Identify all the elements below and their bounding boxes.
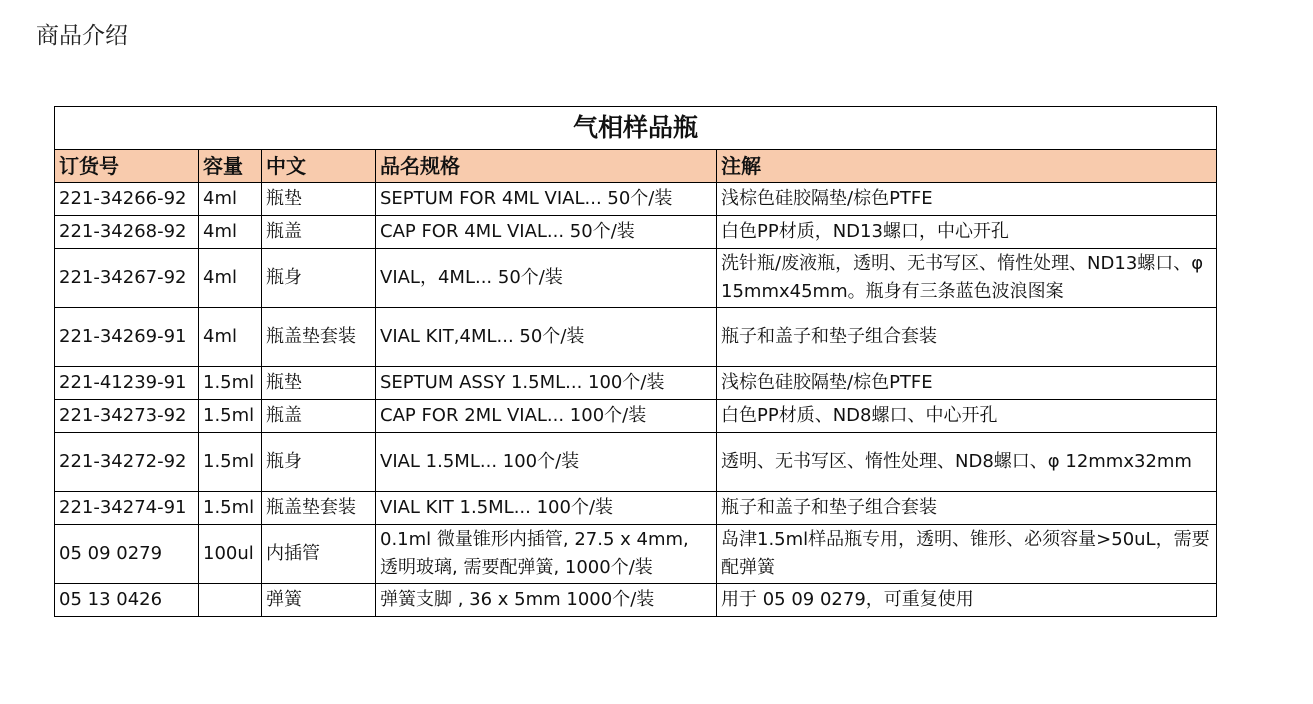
cell-specification: SEPTUM ASSY 1.5ML... 100个/装 [376,367,717,400]
cell-notes: 浅棕色硅胶隔垫/棕色PTFE [717,183,1217,216]
cell-specification: 弹簧支脚 , 36 x 5mm 1000个/装 [376,584,717,617]
cell-notes: 浅棕色硅胶隔垫/棕色PTFE [717,367,1217,400]
cell-specification: VIAL 1.5ML... 100个/装 [376,433,717,492]
cell-capacity: 1.5ml [199,400,262,433]
table-row [55,584,1217,617]
section-title: 商品介绍 [36,23,128,49]
cell-notes: 透明、无书写区、惰性处理、ND8螺口、φ 12mmx32mm [717,433,1217,492]
table-row [55,216,1217,249]
cell-chinese-name: 瓶身 [262,433,376,492]
table-row [55,367,1217,400]
column-header-specification: 品名规格 [376,150,717,183]
cell-capacity: 1.5ml [199,367,262,400]
cell-chinese-name: 瓶盖 [262,400,376,433]
column-header-notes: 注解 [717,150,1217,183]
cell-specification: VIAL，4ML... 50个/装 [376,249,717,308]
cell-chinese-name: 瓶盖垫套装 [262,492,376,525]
cell-order-number: 05 13 0426 [55,584,199,617]
column-header-chinese-name: 中文 [262,150,376,183]
cell-specification: VIAL KIT 1.5ML... 100个/装 [376,492,717,525]
cell-chinese-name: 瓶身 [262,249,376,308]
cell-order-number: 221-34268-92 [55,216,199,249]
cell-specification: CAP FOR 2ML VIAL... 100个/装 [376,400,717,433]
cell-specification: 0.1ml 微量锥形内插管, 27.5 x 4mm, 透明玻璃, 需要配弹簧, 1000个/装 [376,525,717,584]
table-row [55,308,1217,367]
table-header-row [55,150,1217,183]
cell-order-number: 221-34272-92 [55,433,199,492]
cell-chinese-name: 瓶垫 [262,183,376,216]
cell-order-number: 221-34269-91 [55,308,199,367]
cell-chinese-name: 弹簧 [262,584,376,617]
cell-notes: 岛津1.5ml样品瓶专用，透明、锥形、必须容量>50uL，需要配弹簧 [717,525,1217,584]
table-row [55,183,1217,216]
cell-chinese-name: 内插管 [262,525,376,584]
cell-capacity: 4ml [199,216,262,249]
table-title: 气相样品瓶 [55,107,1217,150]
column-header-capacity: 容量 [199,150,262,183]
table-row [55,525,1217,584]
table-row [55,492,1217,525]
cell-order-number: 221-41239-91 [55,367,199,400]
cell-chinese-name: 瓶盖垫套装 [262,308,376,367]
cell-notes: 用于 05 09 0279，可重复使用 [717,584,1217,617]
cell-capacity: 1.5ml [199,492,262,525]
cell-order-number: 05 09 0279 [55,525,199,584]
cell-notes: 白色PP材质，ND13螺口，中心开孔 [717,216,1217,249]
cell-capacity: 4ml [199,249,262,308]
cell-notes: 洗针瓶/废液瓶，透明、无书写区、惰性处理、ND13螺口、φ15mmx45mm。瓶身有三条蓝色波浪图案 [717,249,1217,308]
cell-capacity: 1.5ml [199,433,262,492]
cell-order-number: 221-34273-92 [55,400,199,433]
cell-notes: 白色PP材质、ND8螺口、中心开孔 [717,400,1217,433]
cell-notes: 瓶子和盖子和垫子组合套装 [717,492,1217,525]
cell-chinese-name: 瓶盖 [262,216,376,249]
cell-specification: VIAL KIT,4ML... 50个/装 [376,308,717,367]
table-title-row [55,107,1217,150]
cell-specification: SEPTUM FOR 4ML VIAL... 50个/装 [376,183,717,216]
cell-chinese-name: 瓶垫 [262,367,376,400]
table-row [55,433,1217,492]
cell-order-number: 221-34274-91 [55,492,199,525]
cell-notes: 瓶子和盖子和垫子组合套装 [717,308,1217,367]
product-table [54,106,1217,617]
cell-capacity: 100ul [199,525,262,584]
column-header-order-number: 订货号 [55,150,199,183]
cell-specification: CAP FOR 4ML VIAL... 50个/装 [376,216,717,249]
cell-order-number: 221-34266-92 [55,183,199,216]
cell-capacity [199,584,262,617]
table-row [55,400,1217,433]
cell-capacity: 4ml [199,308,262,367]
table-row [55,249,1217,308]
cell-order-number: 221-34267-92 [55,249,199,308]
cell-capacity: 4ml [199,183,262,216]
